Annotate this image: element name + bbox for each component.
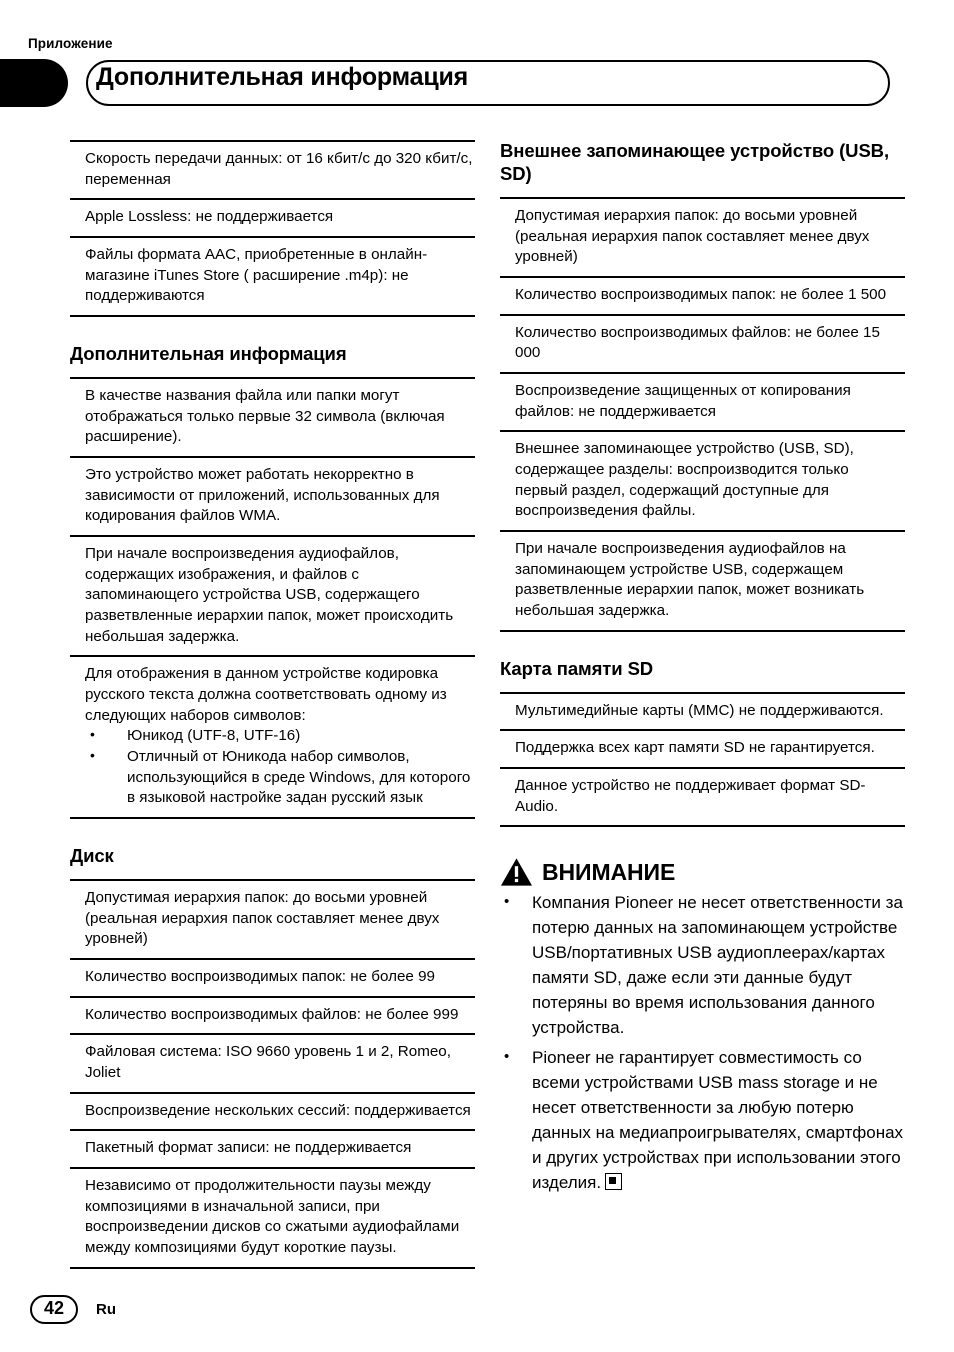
table-row: Файловая система: ISO 9660 уровень 1 и 2, Romeo, Joliet — [70, 1035, 475, 1093]
chapter-tab-marker — [0, 59, 68, 107]
table-row: Независимо от продолжительности паузы между композициями в изначальной записи, при воспроизведении дисков со сжатыми аудиофайлами между композициями будут короткие паузы. — [70, 1169, 475, 1269]
caution-list — [500, 891, 905, 1196]
bullet-icon: • — [504, 1048, 510, 1066]
list-item: • Юникод (UTF-8, UTF-16) — [90, 726, 301, 745]
table-row: Воспроизведение защищенных от копирования файлов: не поддерживается — [500, 374, 905, 432]
table-row: Данное устройство не поддерживает формат SD-Audio. — [500, 769, 905, 827]
additional-info-table — [70, 377, 475, 819]
table-row-charsets — [70, 657, 475, 819]
caution-title: ВНИМАНИЕ — [542, 858, 676, 885]
list-item: • Отличный от Юникода набор символов, использующийся в среде Windows, для которого в языковой настройке задан русский язык — [90, 747, 471, 807]
table-row: Количество воспроизводимых папок: не более 99 — [70, 960, 475, 998]
section-heading-sd-card: Карта памяти SD — [500, 657, 654, 679]
section-heading-disc: Диск — [70, 845, 114, 867]
bullet-icon: • — [90, 747, 95, 764]
bullet-icon: • — [504, 893, 510, 911]
table-row: Поддержка всех карт памяти SD не гарантируется. — [500, 731, 905, 769]
running-head: Приложение — [28, 36, 113, 51]
external-storage-table — [500, 197, 905, 632]
table-row: При начале воспроизведения аудиофайлов, содержащих изображения, и файлов с запоминающего устройства USB, содержащего разветвленные иерархии папок, может происходить небольшая задержка. — [70, 537, 475, 657]
audio-format-table — [70, 140, 475, 317]
section-heading-additional-info: Дополнительная информация — [70, 343, 347, 365]
charset-lead-text: Для отображения в данном устройстве кодировка русского текста должна соответствовать одному из следующих наборов символов: — [85, 665, 447, 724]
table-row: Мультимедийные карты (MMC) не поддерживаются. — [500, 694, 905, 732]
table-row: Количество воспроизводимых папок: не более 1 500 — [500, 278, 905, 316]
table-row: Внешнее запоминающее устройство (USB, SD), содержащее разделы: воспроизводится только первый раздел, содержащий доступные для воспроизведения файлы. — [500, 432, 905, 532]
table-row: В качестве названия файла или папки могут отображаться только первые 32 символа (включая расширение). — [70, 379, 475, 458]
page-title: Дополнительная информация — [96, 63, 469, 91]
list-item — [500, 891, 905, 1041]
bullet-icon: • — [90, 726, 95, 743]
caution-item-text: Pioneer не гарантирует совместимость со всеми устройствами USB mass storage и не несет ответственности за любую потерю данных на медиапроигрывателях, смартфонах и других устройствах при использовании этого изделия. — [532, 1048, 904, 1193]
table-row: Скорость передачи данных: от 16 кбит/с до 320 кбит/с, переменная — [70, 142, 475, 200]
table-row: Допустимая иерархия папок: до восьми уровней (реальная иерархия папок составляет менее двух уровней) — [70, 881, 475, 960]
page-number: 42 — [30, 1295, 78, 1324]
page-footer — [30, 1295, 116, 1324]
table-row: Допустимая иерархия папок: до восьми уровней (реальная иерархия папок составляет менее двух уровней) — [500, 199, 905, 278]
table-row: Файлы формата AAC, приобретенные в онлайн-магазине iTunes Store ( расширение .m4p): не поддерживаются — [70, 238, 475, 317]
table-row: Воспроизведение нескольких сессий: поддерживается — [70, 1094, 475, 1132]
right-column — [500, 140, 905, 1201]
table-row: При начале воспроизведения аудиофайлов на запоминающем устройстве USB, содержащем разветвленные иерархии папок, может возникать небольшая задержка. — [500, 532, 905, 632]
list-item — [500, 1046, 905, 1196]
disc-table — [70, 879, 475, 1269]
table-row: Количество воспроизводимых файлов: не более 15 000 — [500, 316, 905, 374]
section-heading-external-storage: Внешнее запоминающее устройство (USB, SD) — [500, 140, 889, 184]
table-row: Это устройство может работать некорректно в зависимости от приложений, использованных для кодирования файлов WMA. — [70, 458, 475, 537]
caution-heading — [500, 857, 905, 887]
table-row: Количество воспроизводимых файлов: не более 999 — [70, 998, 475, 1036]
end-of-section-mark — [605, 1173, 622, 1190]
table-row: Apple Lossless: не поддерживается — [70, 200, 475, 238]
warning-triangle-icon — [500, 857, 533, 887]
language-code: Ru — [96, 1301, 117, 1319]
charset-bullet-list — [85, 726, 475, 809]
table-row: Пакетный формат записи: не поддерживается — [70, 1131, 475, 1169]
caution-block — [500, 857, 905, 1196]
sd-card-table — [500, 692, 905, 828]
caution-item-text: Компания Pioneer не несет ответственности за потерю данных на запоминающем устройстве USB/портативных USB аудиоплеерах/картах памяти SD, даже если эти данные будут потеряны во время использования данного устройства. — [532, 893, 903, 1038]
left-column — [70, 140, 475, 1273]
